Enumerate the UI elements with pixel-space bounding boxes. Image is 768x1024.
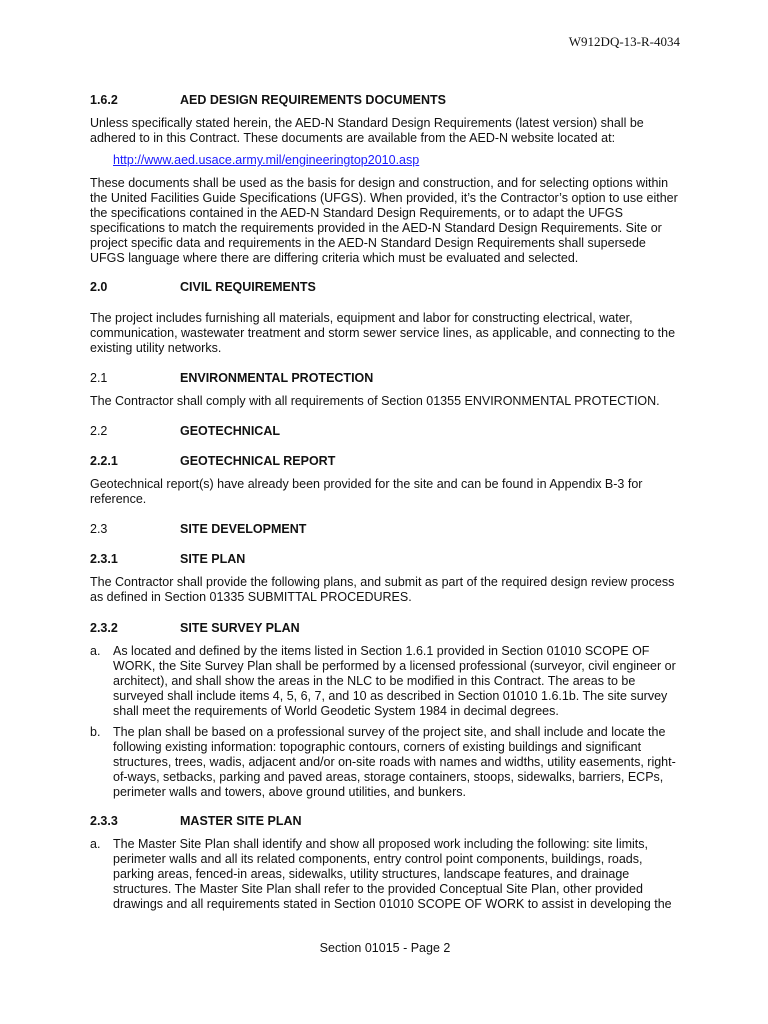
list-item-text: As located and defined by the items listed in Section 1.6.1 provided in Section 01010 SCOPE OF WORK, the Site Survey Plan shall be performed by a licensed professional (surveyor, civil engineer or architect), and shall show the areas in the NLC to be modified in this Contract. The areas to be surveyed shall include items 4, 5, 6, 7, and 10 as described in Section 01010 1.6.1b. The site survey shall meet the requirements of World Geodetic System 1984 in decimal degrees. (113, 644, 676, 718)
section-2-3-3-heading (90, 814, 680, 829)
section-number: 2.3.2 (90, 621, 118, 635)
section-1-6-2-paragraph-1: Unless specifically stated herein, the AED-N Standard Design Requirements (latest version) shall be adhered to in this Contract. These documents are available from the AED-N website located at: (90, 116, 644, 145)
section-title: GEOTECHNICAL REPORT (180, 454, 336, 468)
section-1-6-2-paragraph-2: These documents shall be used as the basis for design and construction, and for selecting options within the United Facilities Guide Specifications (UFGS). When provided, it’s the Contractor’s option to use either the specifications contained in the AED-N Standard Design Requirements, or to adapt the UFGS specifications to match the requirements provided in the AED-N Standard Design Requirements. Site or project specific data and requirements in the AED-N Standard Design Requirements shall supersede UFGS language where there are differing criteria which must be evaluated and selected. (90, 176, 678, 265)
section-number: 2.2.1 (90, 454, 118, 468)
list-item-letter: a. (90, 644, 101, 658)
section-title: CIVIL REQUIREMENTS (180, 280, 316, 294)
section-2-3-1-heading (90, 552, 680, 567)
section-title: SITE DEVELOPMENT (180, 522, 307, 536)
section-title: MASTER SITE PLAN (180, 814, 302, 828)
page-footer: Section 01015 - Page 2 (319, 941, 451, 955)
section-number: 2.3.3 (90, 814, 118, 828)
section-title: AED DESIGN REQUIREMENTS DOCUMENTS (180, 93, 446, 107)
section-number: 2.0 (90, 280, 108, 294)
document-page (90, 0, 680, 1024)
link-line (113, 153, 419, 168)
document-id: W912DQ-13-R-4034 (568, 34, 680, 49)
list-item (90, 837, 680, 912)
section-2-2-1-heading (90, 454, 680, 469)
section-2-1-paragraph: The Contractor shall comply with all requirements of Section 01355 ENVIRONMENTAL PROTECTION. (90, 394, 660, 408)
section-title: ENVIRONMENTAL PROTECTION (180, 371, 374, 385)
section-number: 2.3 (90, 522, 108, 536)
section-2-3-1-paragraph: The Contractor shall provide the following plans, and submit as part of the required design review process as defined in Section 01335 SUBMITTAL PROCEDURES. (90, 575, 675, 604)
list-item-letter: b. (90, 725, 101, 739)
section-2-2-1-paragraph: Geotechnical report(s) have already been provided for the site and can be found in Appendix B-3 for reference. (90, 477, 643, 506)
aed-website-link[interactable]: http://www.aed.usace.army.mil/engineeringtop2010.asp (113, 153, 420, 167)
section-2-0-heading (90, 280, 680, 295)
section-2-1-heading (90, 371, 680, 386)
section-number: 1.6.2 (90, 93, 118, 107)
section-number: 2.1 (90, 371, 108, 385)
list-item-letter: a. (90, 837, 101, 851)
list-item-text: The Master Site Plan shall identify and show all proposed work including the following: site limits, perimeter walls and all its related components, entry control point components, buildings, roads, parking areas, fenced-in areas, sidewalks, utility structures, landscape features, and drainage structures. The Master Site Plan shall refer to the provided Conceptual Site Plan, other provided drawings and all requirements stated in Section 01010 SCOPE OF WORK to assist in developing the (113, 837, 672, 911)
section-number: 2.3.1 (90, 552, 118, 566)
section-2-0-paragraph: The project includes furnishing all materials, equipment and labor for constructing electrical, water, communication, wastewater treatment and storm sewer service lines, as applicable, and connecting to the existing utility networks. (90, 311, 676, 355)
section-title: SITE SURVEY PLAN (180, 621, 300, 635)
list-item (90, 725, 680, 800)
list-item-text: The plan shall be based on a professional survey of the project site, and shall include and locate the following existing information: topographic contours, corners of existing buildings and significant structures, trees, wadis, adjacent and/or on-site roads with names and widths, utility easements, right-of-ways, setbacks, parking and paved areas, storage containers, stoops, sidewalks, barriers, ECPs, perimeter walls and towers, above ground utilities, and bunkers. (113, 725, 676, 799)
section-2-3-heading (90, 522, 680, 537)
section-title: SITE PLAN (180, 552, 246, 566)
section-number: 2.2 (90, 424, 108, 438)
section-2-3-2-heading (90, 621, 680, 636)
section-title: GEOTECHNICAL (180, 424, 280, 438)
list-item (90, 644, 680, 719)
section-1-6-2-heading (90, 93, 680, 108)
section-2-2-heading (90, 424, 680, 439)
